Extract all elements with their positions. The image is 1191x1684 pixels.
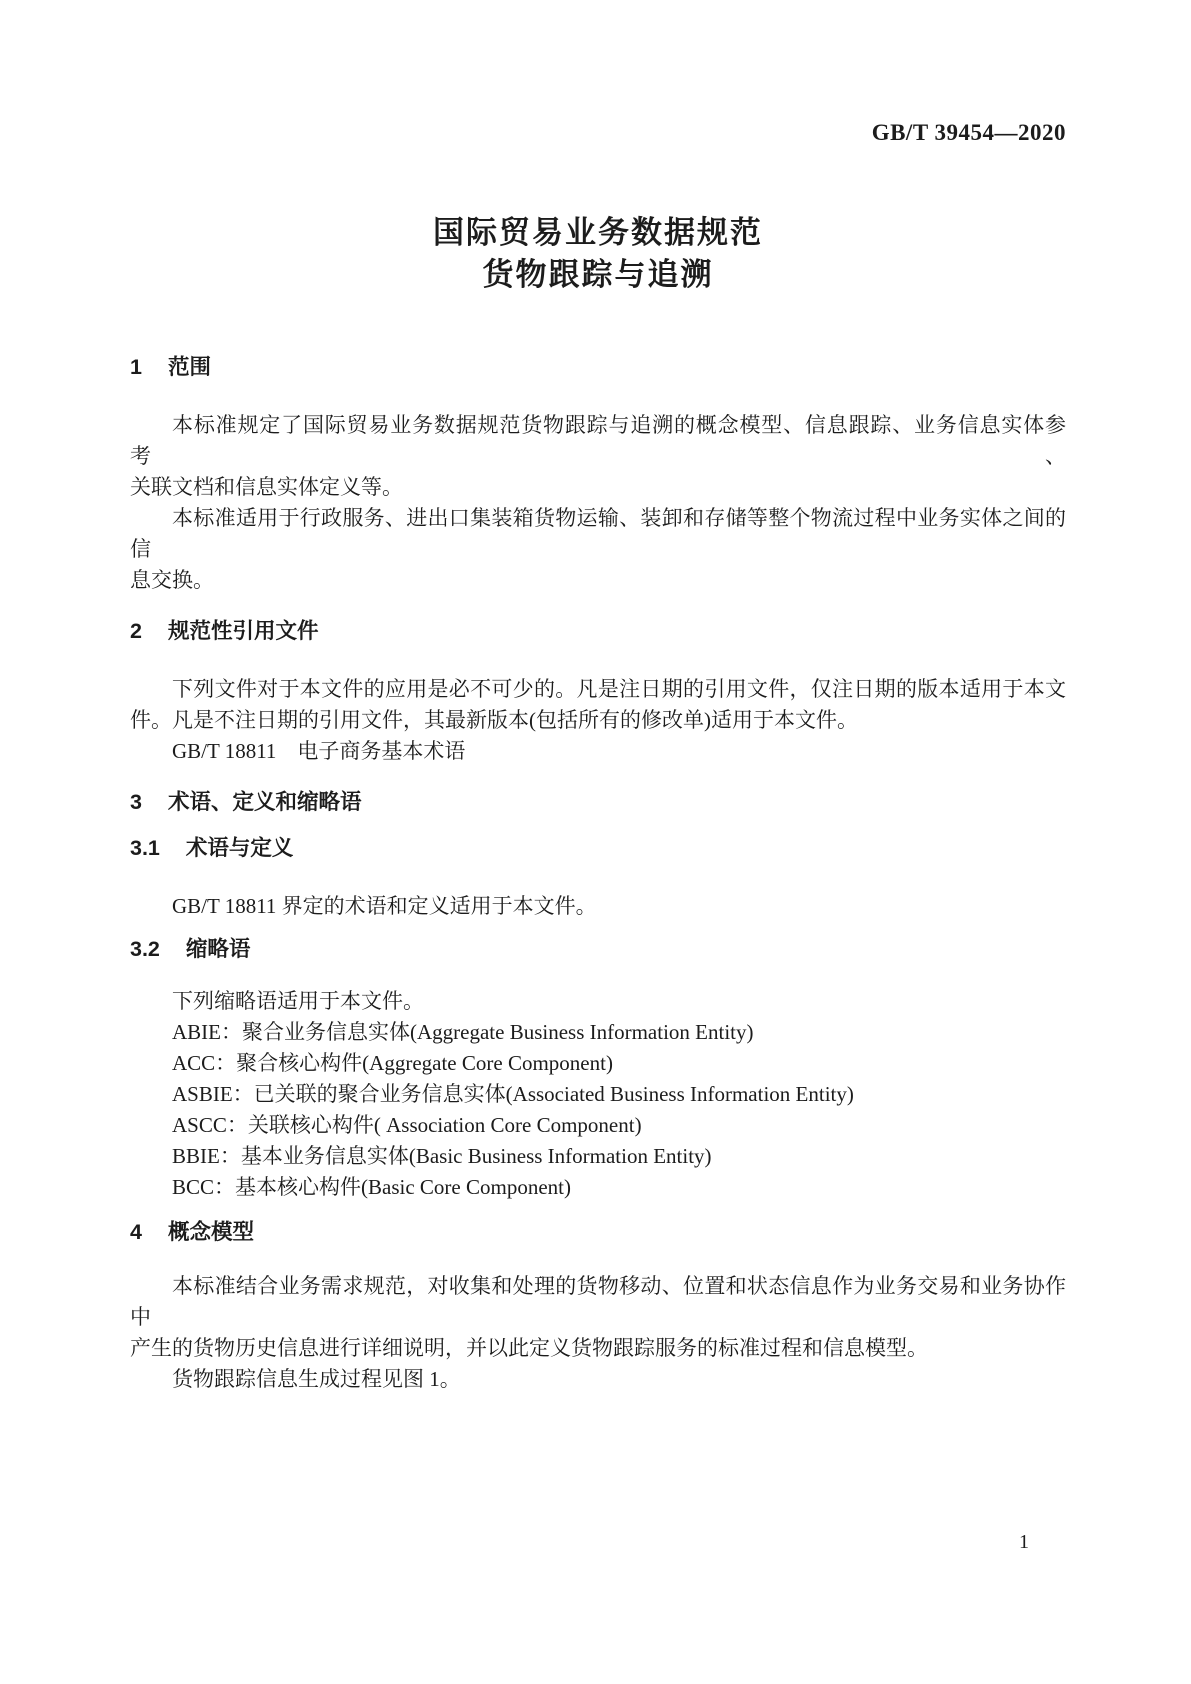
section-3-2-heading <box>130 936 1066 962</box>
abbreviation-entry: ASCC：关联核心构件( Association Core Component) <box>172 1113 642 1137</box>
section-3-number: 3 <box>130 790 142 814</box>
section-3-1-title: 术语与定义 <box>185 836 294 860</box>
standard-number: GB/T 39454—2020 <box>871 120 1066 145</box>
title-line-1: 国际贸易业务数据规范 <box>433 215 763 250</box>
paragraph <box>130 1364 1066 1395</box>
paragraph <box>130 986 1066 1017</box>
abbreviation-entry: BBIE：基本业务信息实体(Basic Business Information Entity) <box>172 1144 712 1168</box>
title-line-2: 货物跟踪与追溯 <box>482 257 714 292</box>
paragraph <box>130 891 1066 922</box>
section-1-heading <box>130 354 1066 380</box>
paragraph <box>130 410 1066 503</box>
body-line: 件。凡是不注日期的引用文件，其最新版本(包括所有的修改单)适用于本文件。 <box>130 708 858 732</box>
paragraph <box>130 1271 1066 1364</box>
abbreviation-entry: ASBIE：已关联的聚合业务信息实体(Associated Business Information Entity) <box>172 1082 854 1106</box>
section-2-title: 规范性引用文件 <box>167 619 319 643</box>
body-line: GB/T 18811 界定的术语和定义适用于本文件。 <box>172 894 597 918</box>
section-3-2-number: 3.2 <box>130 937 160 961</box>
body-line: 息交换。 <box>130 568 214 592</box>
section-4-title: 概念模型 <box>167 1220 254 1244</box>
section-3-title: 术语、定义和缩略语 <box>167 790 362 814</box>
abbreviation-entry: ACC：聚合核心构件(Aggregate Core Component) <box>172 1051 613 1075</box>
paragraph <box>130 503 1066 596</box>
normative-reference-entry: GB/T 18811 电子商务基本术语 <box>172 739 466 763</box>
body-line: 产生的货物历史信息进行详细说明，并以此定义货物跟踪服务的标准过程和信息模型。 <box>130 1336 928 1360</box>
section-1-number: 1 <box>130 355 142 379</box>
section-3-2-title: 缩略语 <box>185 937 251 961</box>
body-line: 本标准结合业务需求规范，对收集和处理的货物移动、位置和状态信息作为业务交易和业务协作中 <box>130 1274 1066 1329</box>
paragraph <box>130 674 1066 736</box>
document-title <box>130 212 1066 296</box>
paragraph <box>130 736 1066 767</box>
section-3-1-number: 3.1 <box>130 836 160 860</box>
page-number: 1 <box>1019 1531 1029 1553</box>
section-2-heading <box>130 618 1066 644</box>
section-2-number: 2 <box>130 619 142 643</box>
body-line: 货物跟踪信息生成过程见图 1。 <box>172 1367 461 1391</box>
section-3-heading <box>130 789 1066 815</box>
body-line: 本标准适用于行政服务、进出口集装箱货物运输、装卸和存储等整个物流过程中业务实体之间的信 <box>130 506 1066 561</box>
abbreviation-list <box>130 1017 1066 1203</box>
section-1-title: 范围 <box>167 355 211 379</box>
body-line: 下列缩略语适用于本文件。 <box>172 989 424 1013</box>
body-line: 下列文件对于本文件的应用是必不可少的。凡是注日期的引用文件，仅注日期的版本适用于本文 <box>172 677 1066 701</box>
body-line: 本标准规定了国际贸易业务数据规范货物跟踪与追溯的概念模型、信息跟踪、业务信息实体参考、 <box>130 413 1066 468</box>
section-4-number: 4 <box>130 1220 142 1244</box>
abbreviation-entry: ABIE：聚合业务信息实体(Aggregate Business Information Entity) <box>172 1020 754 1044</box>
abbreviation-entry: BCC：基本核心构件(Basic Core Component) <box>172 1175 571 1199</box>
body-line: 关联文档和信息实体定义等。 <box>130 475 403 499</box>
section-3-1-heading <box>130 835 1066 861</box>
section-4-heading <box>130 1219 1066 1245</box>
